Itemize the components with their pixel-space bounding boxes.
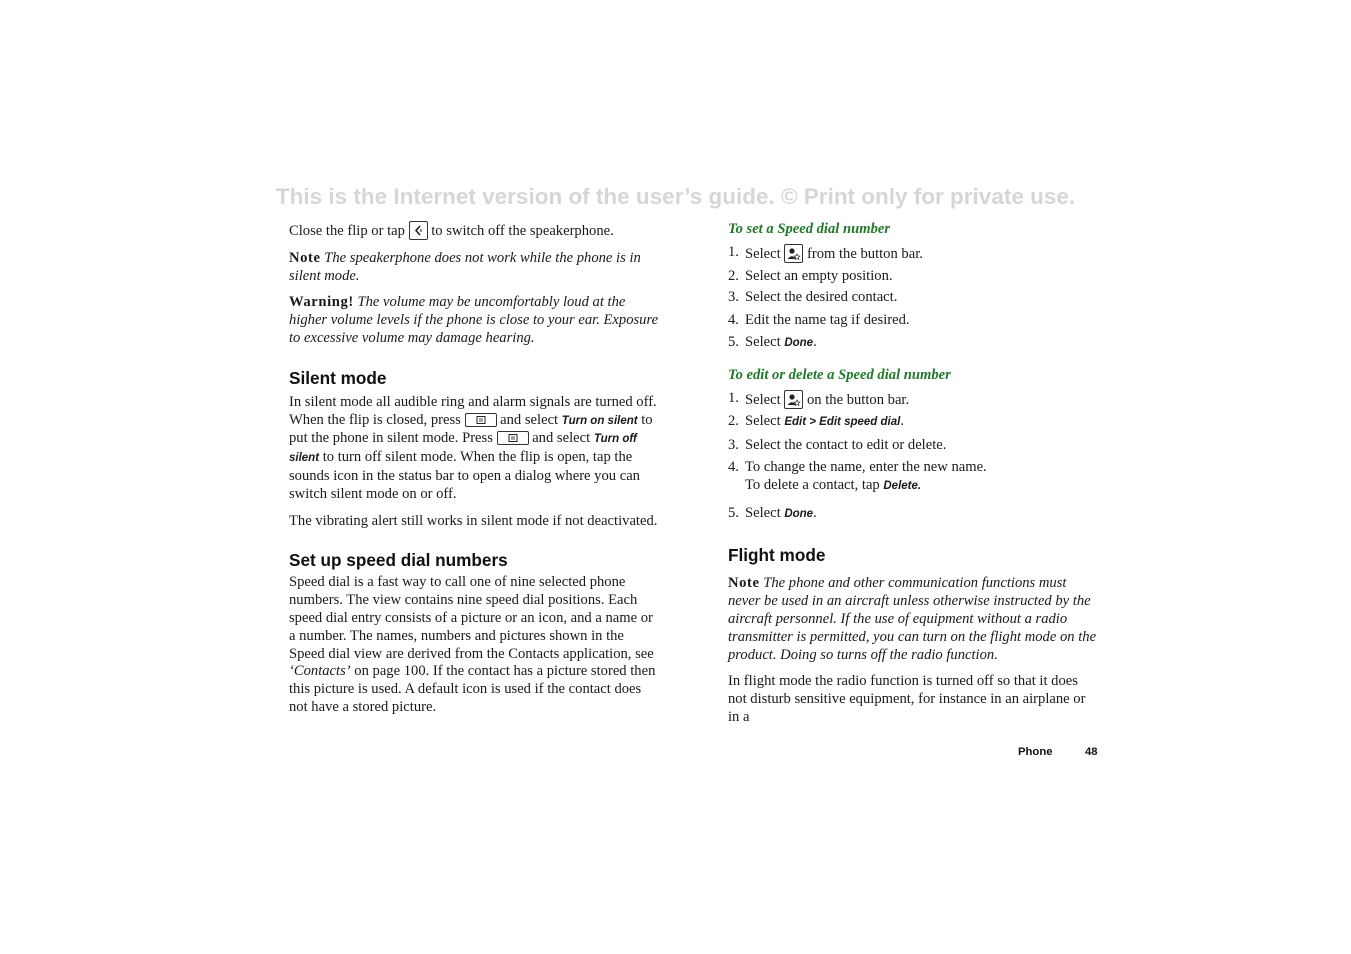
list-item: 4. To change the name, enter the new name. To delete a contact, tap Delete. [728,458,987,493]
flight-mode-paragraph: In flight mode the radio function is turned off so that it does not disturb sensitive equipment, for instance in an airplane or in a [728,673,1086,725]
speaker-back-icon [409,221,428,240]
list-item: 2. Select an empty position. [728,267,893,284]
edit-speed-dial-steps [728,390,1100,524]
speakerphone-paragraph: Close the flip or tap to switch off the speakerphone. [289,223,614,239]
menu-key-icon [497,431,529,445]
silent-mode-heading: Silent mode [289,367,387,388]
silent-mode-paragraph: In silent mode all audible ring and alarm signals are turned off. When the flip is closed, press and select Turn on silent to put the phone in silent mode. Press and select Turn off silent to turn off silent mode. When the flip is open, tap the sounds icon in the status bar to open a dialog where you can switch silent mode on or off. [289,393,657,502]
speed-dial-icon [784,244,803,263]
list-item: 1. Select from the button bar. [728,243,923,262]
list-item: 3. Select the contact to edit or delete. [728,437,947,454]
vibrating-alert-paragraph: The vibrating alert still works in silent mode if not deactivated. [289,512,658,529]
watermark-banner: This is the Internet version of the user’s guide. © Print only for private use. [275,184,1076,209]
edit-speed-dial-subheading: To edit or delete a Speed dial number [728,366,951,383]
page-number: 48 [1085,746,1098,758]
set-speed-dial-subheading: To set a Speed dial number [728,221,891,237]
list-item: 3. Select the desired contact. [728,289,898,306]
left-column [289,221,661,717]
volume-warning: Warning! The volume may be uncomfortably loud at the higher volume levels if the phone is close to your ear. Exposure to excessive volume may damage hearing. [289,294,659,346]
flight-mode-note: Note The phone and other communication functions must never be used in an aircraft unless otherwise instructed by the aircraft personnel. If the use of equipment without a radio transmitter is permitted, you can turn on the flight mode on the product. Doing so turns off the radio function. [728,575,1097,663]
contacts-reference-link[interactable]: ‘Contacts’ [289,663,351,680]
list-item: 4. Edit the name tag if desired. [728,312,910,329]
list-item: 2. Select Edit > Edit speed dial. [728,413,904,430]
menu-key-icon [465,413,497,427]
speed-dial-icon [784,390,803,409]
list-item: 5. Select Done. [728,333,817,350]
right-column [728,221,1100,727]
set-speed-dial-steps [728,244,1100,353]
list-item: 5. Select Done. [728,504,817,521]
list-item: 1. Select on the button bar. [728,389,910,408]
speed-dial-heading: Set up speed dial numbers [289,550,508,571]
footer-section-name: Phone [1018,746,1053,758]
flight-mode-heading: Flight mode [728,545,826,566]
speed-dial-paragraph: Speed dial is a fast way to call one of nine selected phone numbers. The view contains nine speed dial positions. Each speed dial entry consists of a picture or an icon, and a name or a number. The names, numbers and pictures shown in the Speed dial view are derived from the Contacts application, see ‘Contacts’ on page 100. If the contact has a picture stored then this picture is used. A default icon is used if the contact does not have a stored picture. [289,574,656,715]
speakerphone-note: Note The speakerphone does not work while the phone is in silent mode. [289,249,641,284]
